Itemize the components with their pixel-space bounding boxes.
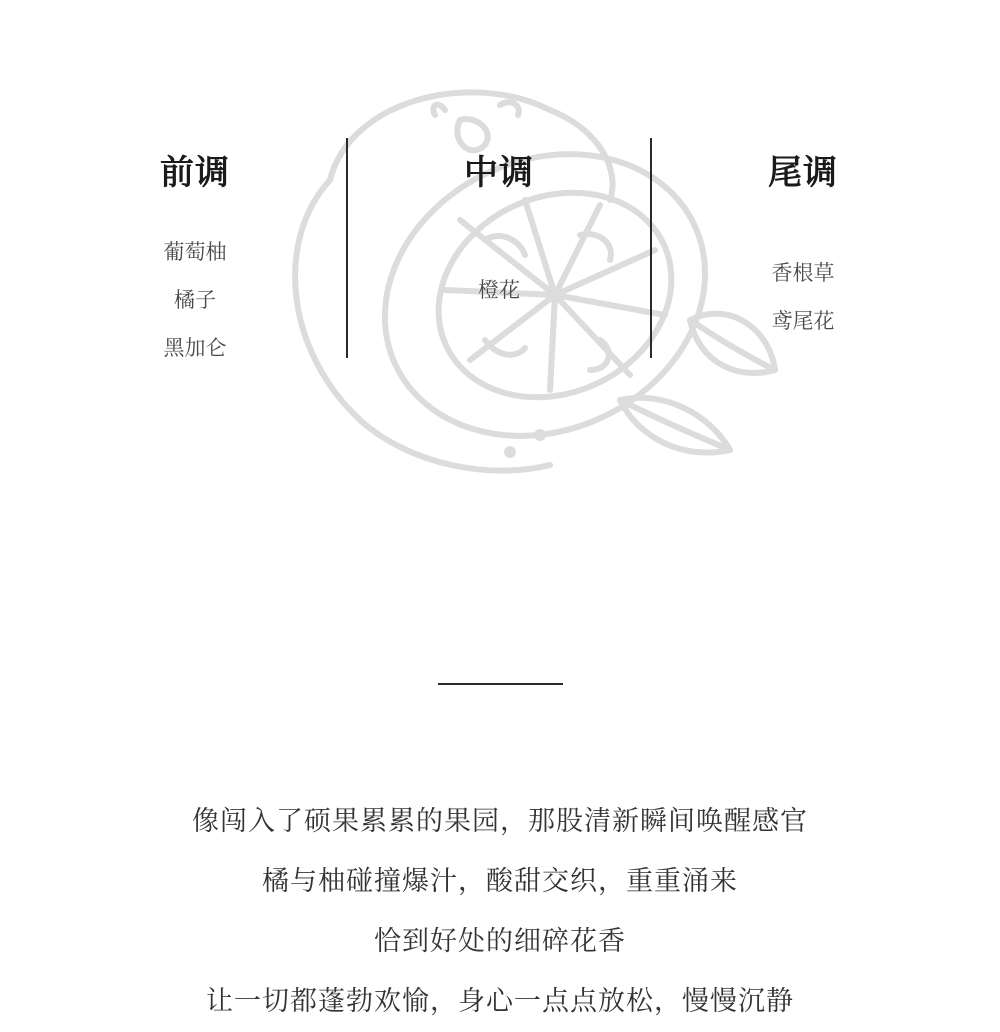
middle-notes-title: 中调 bbox=[464, 153, 534, 193]
column-divider-left bbox=[346, 138, 348, 358]
middle-notes-column bbox=[399, 145, 599, 314]
poem-line: 恰到好处的细碎花香 bbox=[374, 926, 626, 957]
section-divider bbox=[438, 683, 563, 685]
poem-line: 让一切都蓬勃欢愉，身心一点点放松，慢慢沉静 bbox=[206, 986, 794, 1017]
top-note-item: 葡萄柚 bbox=[163, 240, 227, 264]
description-poem bbox=[0, 792, 1000, 1032]
base-notes-title: 尾调 bbox=[768, 153, 838, 193]
column-divider-right bbox=[650, 138, 652, 358]
base-note-item: 香根草 bbox=[771, 261, 835, 285]
middle-note-item: 橙花 bbox=[478, 278, 520, 302]
top-notes-title: 前调 bbox=[160, 153, 230, 193]
top-notes-column bbox=[95, 145, 295, 372]
poem-line: 像闯入了硕果累累的果园，那股清新瞬间唤醒感官 bbox=[192, 806, 808, 837]
base-notes-column bbox=[703, 145, 903, 345]
base-note-item: 鸢尾花 bbox=[771, 309, 835, 333]
top-note-item: 黑加仑 bbox=[163, 336, 227, 360]
poem-line: 橘与柚碰撞爆汁，酸甜交织，重重涌来 bbox=[262, 866, 738, 897]
top-note-item: 橘子 bbox=[174, 288, 216, 312]
